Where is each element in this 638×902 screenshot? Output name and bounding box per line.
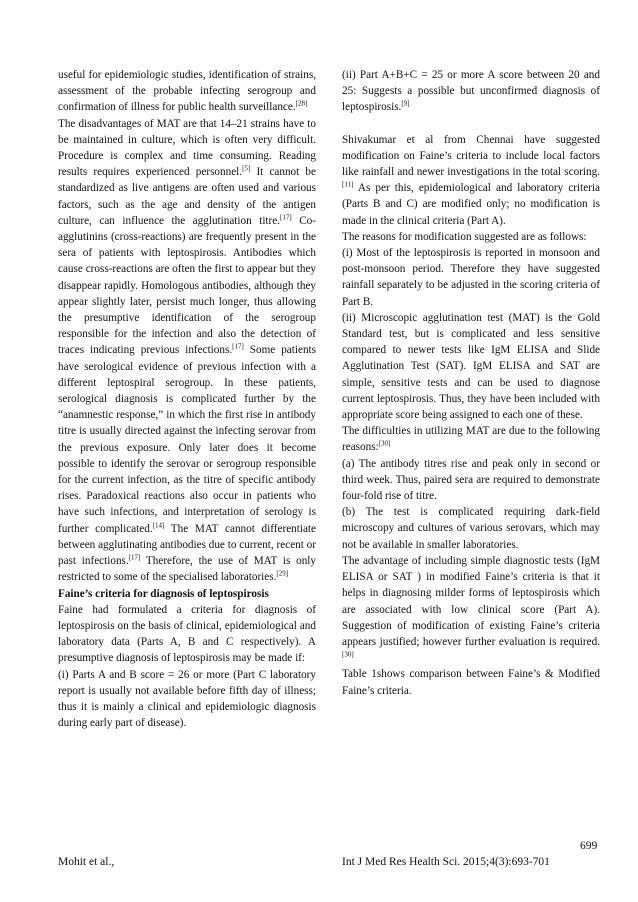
text-run: Some patients have serological evidence of previous infection with a different leptospiral serogroup. In these patients, serological diagnosis is complicated further by the “anamnestic response,” in which the first rise in antibody titre is usually directed against the infecting serovar from the previous exposure. Only later does it become possible to identify the serovar or serogroup responsible for the current infection, as the titre of specific antibody rises. Paradoxical reactions also occur in patients who have such infections, and interpretation of serology is further complicated.	[58, 344, 317, 535]
text-run: Co-agglutinins (cross-reactions) are frequently present in the sera of patients with leptospirosis. Antibodies which cause cross-reactions are often the first to appear but they disappear rapidly. Homologous antibodies, although they appear slightly later, persist much longer, thus allowing the presumptive identification of the serogroup responsible for the infection and also the detection of traces indicating previous infections.	[58, 214, 316, 357]
text-run: Shivakumar et al from Chennai have suggested modification on Faine’s criteria to include local factors like rainfall and newer investigations in the total scoring.	[342, 133, 600, 179]
right-paragraph-4: (i) Most of the leptospirosis is reported in monsoon and post-monsoon period. Therefore they have suggested rainfall separately to be adjusted in the scoring criteria of Part B.	[342, 247, 600, 308]
right-paragraph-9	[342, 553, 600, 666]
footer-authors: Mohit et al.,	[58, 856, 115, 868]
citation-ref: [17]	[280, 213, 292, 222]
text-run: Therefore, the use of MAT is only restricted to some of the specialised laboratories.	[58, 555, 317, 584]
citation-ref: [5]	[242, 164, 251, 173]
citation-ref: [9]	[401, 99, 410, 108]
text-run: The advantage of including simple diagnostic tests (IgM ELISA or SAT ) in modified Faine’s criteria is that it helps in diagnosing milder forms of leptospirosis which are associated with low clinical score (Part A). Suggestion of modification of existing Faine’s criteria appears justified; however further evaluation is required.	[342, 554, 600, 648]
right-paragraph-10: Table 1shows comparison between Faine’s & Modified Faine’s criteria.	[342, 668, 600, 697]
left-paragraph-4: (i) Parts A and B score = 26 or more (Part C laboratory report is usually not available before fifth day of illness; thus it is mainly a clinical and epidemiologic diagnosis during early part of disease).	[58, 668, 316, 730]
text-run: The difficulties in utilizing MAT are due to the following reasons:	[342, 425, 600, 454]
paragraph-gap	[342, 116, 600, 132]
right-column	[342, 67, 600, 699]
right-paragraph-5: (ii) Microscopic agglutination test (MAT) is the Gold Standard test, but is complicated and less sensitive compared to newer tests like IgM ELISA and Slide Agglutination Test (SAT). IgM ELISA and SAT are simple, sensitive tests and can be used to diagnose current leptospirosis. Thus, they have been included with appropriate score being assigned to each one of these.	[342, 311, 600, 422]
citation-ref: [17]	[232, 342, 244, 351]
citation-ref: [17]	[128, 553, 141, 562]
text-run: The MAT cannot differentiate between agglutinating antibodies due to current, recent or past infections.	[58, 522, 317, 568]
text-run: It cannot be standardized as live antigens are often used and various factors, such as the age and density of the antigen culture, can influence the agglutination titre.	[58, 166, 316, 227]
citation-ref: [30]	[378, 439, 391, 448]
page-number: 699	[580, 840, 598, 852]
left-column	[58, 67, 316, 731]
right-paragraph-2	[342, 132, 600, 229]
left-paragraph-1	[58, 67, 316, 116]
left-paragraph-3: Faine had formulated a criteria for diagnosis of leptospirosis on the basis of clinical, epidemiological and laboratory data (Parts A, B and C respectively). A presumptive diagnosis of leptospirosis may be made if:	[58, 603, 316, 665]
citation-ref: [11]	[342, 180, 354, 189]
text-run: (ii) Part A+B+C = 25 or more A score between 20 and 25: Suggests a possible but unconfirmed diagnosis of leptospirosis.	[342, 69, 600, 114]
right-paragraph-6	[342, 423, 600, 455]
text-run: useful for epidemiologic studies, identification of strains, assessment of the probable infecting serogroup and confirmation of illness for public health surveillance.	[58, 69, 316, 114]
section-heading: Faine’s criteria for diagnosis of leptospirosis	[58, 587, 269, 600]
text-run: The disadvantages of MAT are that 14–21 strains have to be maintained in culture, which is often very difficult. Procedure is complex and time consuming. Reading results requires experienced personnel.	[58, 117, 316, 179]
citation-ref: [14]	[152, 520, 165, 529]
right-paragraph-8: (b) The test is complicated requiring dark-field microscopy and cultures of various serovars, which may not be available in smaller laboratories.	[342, 506, 600, 551]
right-paragraph-3: The reasons for modification suggested are as follows:	[342, 230, 587, 243]
left-paragraph-2	[58, 116, 316, 586]
citation-ref: [29]	[276, 569, 289, 578]
citation-ref: [30]	[342, 650, 354, 659]
footer-citation: Int J Med Res Health Sci. 2015;4(3):693-701	[342, 856, 550, 868]
right-paragraph-1	[342, 67, 600, 116]
text-run: As per this, epidemiological and laboratory criteria (Parts B and C) are modified only; no modification is made in the clinical criteria (Part A).	[342, 182, 600, 227]
citation-ref: [28]	[295, 99, 308, 108]
right-paragraph-7: (a) The antibody titres rise and peak only in second or third week. Thus, paired sera are required to demonstrate four-fold rise of titre.	[342, 457, 600, 503]
